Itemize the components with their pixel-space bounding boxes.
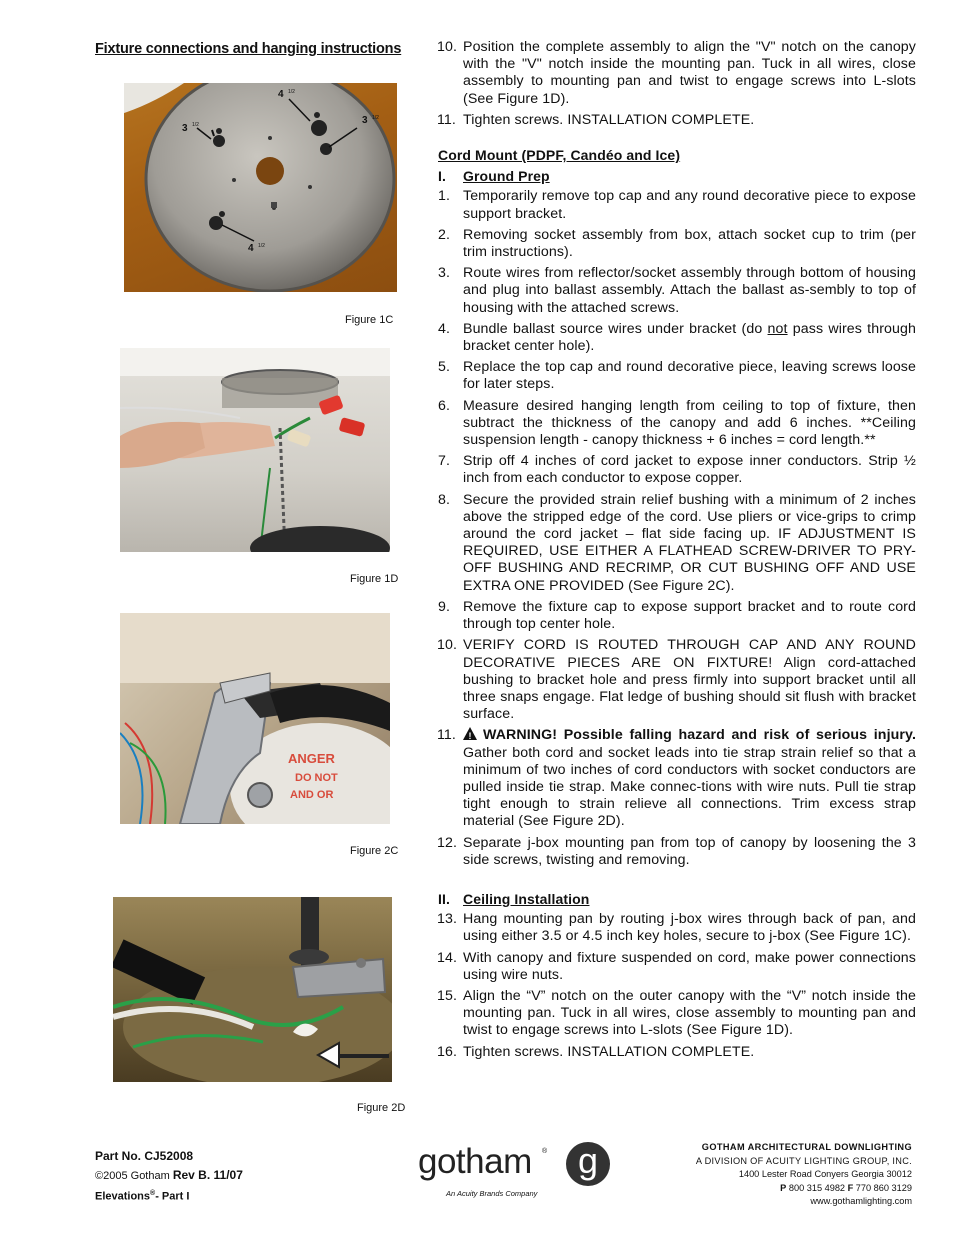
label-half-c: 1/2 [372, 115, 379, 121]
danger-label: ANGER [288, 751, 335, 766]
list-item [438, 39, 916, 108]
item-text: Replace the top cap and round decorative piece, leaving screws loose for later steps. [463, 359, 916, 393]
section-number: I. [438, 168, 446, 185]
item-number: 16. [437, 1043, 458, 1060]
fax-number: 770 860 3129 [855, 1182, 912, 1193]
item-number: 8. [438, 491, 451, 508]
caption-figure-2d: Figure 2D [357, 1102, 406, 1114]
item-text: Align the “V” notch on the outer canopy with the “V” notch inside the mounting pan. Tuck in all wires, close assembly to mounting pan and twist to engage screws into L-slots (See Figure 1D). [463, 987, 916, 1039]
label-3-right: 3 [362, 115, 368, 126]
product-line: Elevations [95, 1190, 151, 1203]
gotham-logo [418, 1140, 618, 1200]
item-text: VERIFY CORD IS ROUTED THROUGH CAP AND ANY ROUND DECORATIVE PIECES ARE ON FIXTURE! Align cord-attached bushing to bracket hole and press firmly into support bracket until all three snaps engage. Flat ledge of bushing should sit flush with bracket surface. [463, 637, 916, 723]
item-number: 11. [437, 111, 456, 128]
label-3-left: 3 [182, 123, 188, 134]
crimping-illustration [120, 613, 390, 824]
item-number: 14. [437, 949, 458, 966]
item-text: With canopy and fixture suspended on cord, make power connections using wire nuts. [463, 949, 916, 983]
company-address: 1400 Lester Road Conyers Georgia 30012 [738, 1169, 912, 1180]
phone-number: 800 315 4982 [788, 1182, 846, 1193]
item-text: Remove the fixture cap to expose support bracket and to route cord through top center hole. [463, 598, 916, 633]
list-item [438, 188, 916, 222]
item-text: Hang mounting pan by routing j-box wires through back of pan, and using either 3.5 or 4.5 inch key holes, secure to j-box (See Figure 1C). [463, 911, 916, 945]
list-item [438, 950, 916, 984]
list-item [438, 112, 916, 129]
list-item [438, 227, 916, 261]
section-label: Ground Prep [463, 168, 550, 185]
warning-glyph: ! [468, 731, 472, 741]
part-label: - Part I [155, 1190, 190, 1203]
item-number: 9. [438, 598, 451, 615]
figure-2d-photo [113, 897, 392, 1082]
item-number: 4. [438, 320, 451, 337]
website: www.gothamlighting.com [810, 1196, 912, 1207]
logo-g-icon [566, 1142, 610, 1186]
footer-part-info [95, 1147, 243, 1206]
list-item [438, 835, 916, 869]
list-item [438, 398, 916, 450]
item-number: 10. [437, 637, 458, 654]
logo-registered: ® [542, 1148, 548, 1155]
item-number: 6. [438, 397, 451, 414]
warning-icon [463, 727, 477, 740]
ceiling-installation-heading [438, 891, 916, 908]
item-number: 3. [438, 265, 451, 282]
item-number: 11. [437, 727, 456, 744]
fax-label: F [847, 1182, 854, 1193]
logo-wordmark: gotham [418, 1142, 532, 1181]
label-half-a: 1/2 [288, 89, 295, 95]
item-text-pre: Bundle ballast source wires under bracket (do [463, 320, 768, 337]
label-half-d: 1/2 [258, 243, 265, 249]
label-4-top: 4 [278, 89, 284, 100]
cord-mount-heading: Cord Mount (PDPF, Candéo and Ice) [438, 147, 681, 164]
item-number: 7. [438, 453, 451, 470]
part-number: Part No. CJ52008 [95, 1149, 194, 1163]
label-4-bottom: 4 [248, 243, 254, 254]
acuity-brands-tagline: An Acuity Brands Company [446, 1189, 538, 1198]
company-division: A DIVISION OF ACUITY LIGHTING GROUP, INC. [695, 1155, 912, 1166]
list-item [438, 1044, 916, 1061]
mounting-pan-illustration [124, 83, 397, 292]
item-text: Tighten screws. INSTALLATION COMPLETE. [463, 1043, 755, 1060]
item-text: Position the complete assembly to align the "V" notch on the canopy with the "V" notch inside the mounting pan. Tuck in all wires, close assembly to mounting pan and twist to engage screws into L-slots (See Figure 1D). [463, 39, 916, 107]
figure-1d-photo [120, 348, 390, 552]
caption-figure-1d: Figure 1D [350, 573, 399, 585]
footer-company-info [696, 1141, 912, 1209]
item-text-post: pass wires through bracket center hole). [463, 320, 916, 355]
list-item [438, 321, 916, 355]
section-label: Ceiling Installation [463, 890, 590, 907]
list-item [438, 492, 916, 595]
company-name: GOTHAM ARCHITECTURAL DOWNLIGHTING [701, 1142, 912, 1152]
item-text: Gather both cord and socket leads into tie strap strain relief so that a minimum of two inches of cord conductors with socket conductors are pulled inside tie strap. Make connec-tions with wire nuts. Pull tie strap tight enough to strain relieve all connections. Trim excess strap material (See Figure 2D). [463, 744, 916, 830]
list-item [438, 265, 916, 317]
item-text: Tighten screws. INSTALLATION COMPLETE. [463, 111, 755, 128]
caption-figure-2c: Figure 2C [350, 845, 399, 857]
list-item [438, 988, 916, 1040]
item-number: 15. [437, 987, 458, 1004]
instructions-column [438, 39, 916, 1065]
item-text-underline: not [767, 320, 788, 337]
list-item [438, 637, 916, 723]
section-number: II. [438, 890, 450, 907]
tie-strap-illustration [113, 897, 392, 1082]
item-text: Temporarily remove top cap and any round decorative piece to expose support bracket. [463, 188, 916, 222]
item-number: 5. [438, 359, 451, 376]
item-number: 2. [438, 226, 451, 243]
warning-text: WARNING! Possible falling hazard and risk of serious injury. [483, 727, 916, 744]
registered-mark: ® [150, 1190, 156, 1197]
item-number: 12. [437, 834, 458, 851]
caption-figure-1c: Figure 1C [345, 314, 394, 326]
list-item [438, 453, 916, 487]
revision: Rev B. 11/07 [172, 1168, 243, 1182]
ground-prep-heading [438, 168, 916, 185]
copyright: ©2005 Gotham [95, 1170, 170, 1182]
section-title: Fixture connections and hanging instructions [95, 41, 402, 57]
item-text: Separate j-box mounting pan from top of canopy by loosening the 3 side screws, twisting and removing. [463, 834, 916, 868]
item-text: Removing socket assembly from box, attach socket cup to trim (per trim instructions). [463, 226, 916, 261]
figure-1c-photo [124, 83, 397, 292]
ceiling-connection-illustration [120, 348, 390, 552]
item-text: Secure the provided strain relief bushing with a minimum of 2 inches above the stripped edge of the cord. Use pliers or vice-grips to crimp around the cord jacket – flat side facing up. IF ADJUSTMENT IS REQUIRED, USE EITHER A FLATHEAD SCREW-DRIVER TO PRY-OFF BUSHING AND RECRIMP, OR CUT BUSHING OFF AND USE EXTRA ONE PROVIDED (See Figure 2C). [463, 491, 916, 594]
figure-2c-photo [120, 613, 390, 824]
contact-line [696, 1182, 912, 1196]
list-item-warning [438, 727, 916, 830]
logo-g-letter: g [577, 1140, 599, 1181]
item-text: Route wires from reflector/socket assembly through bottom of housing and plug into ballast assembly. Attach the ballast as-sembly to top of housing with the attached screws. [463, 265, 916, 316]
item-text: Strip off 4 inches of cord jacket to expose inner conductors. Strip ½ inch from each conductor to expose copper. [463, 453, 916, 487]
item-number: 10. [437, 39, 458, 55]
list-item [438, 599, 916, 633]
danger-label-2: DO NOT [295, 772, 338, 784]
danger-label-3: AND OR [290, 789, 334, 801]
list-item [438, 359, 916, 393]
item-number: 1. [438, 188, 451, 205]
item-number: 13. [437, 911, 458, 928]
label-half-b: 1/2 [192, 122, 199, 128]
item-text: Measure desired hanging length from ceiling to top of fixture, then subtract the thickness of the canopy and add 6 inches. **Ceiling suspension length - canopy thickness + 6 inches = cord length.** [463, 397, 916, 449]
list-item [438, 911, 916, 945]
phone-label: P [780, 1182, 787, 1193]
